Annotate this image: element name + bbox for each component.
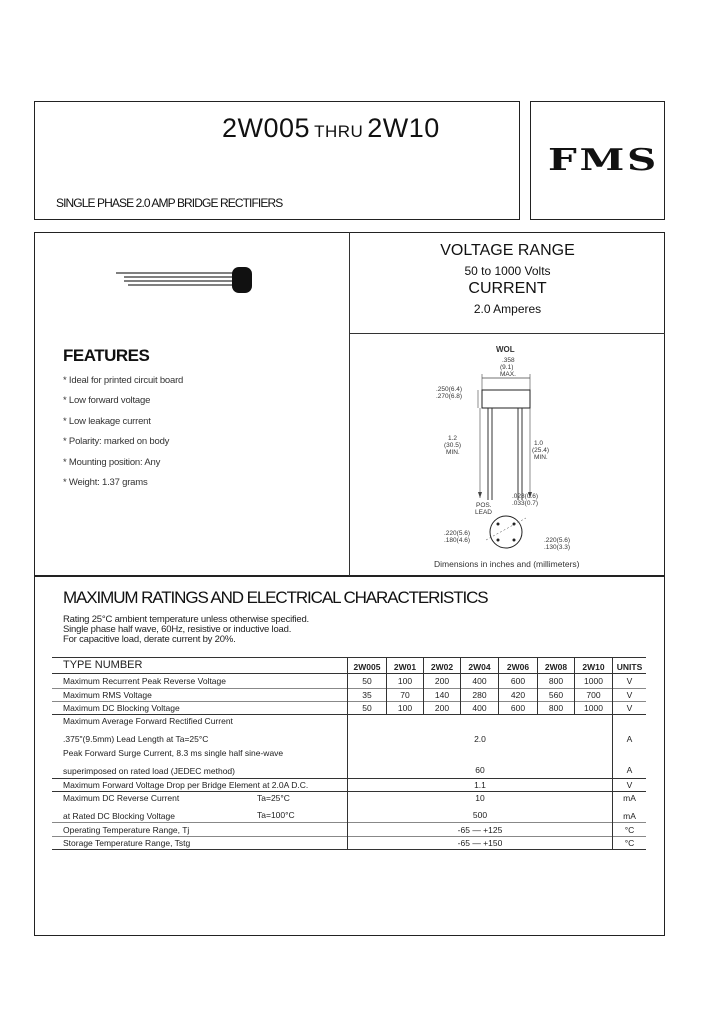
table-rule <box>52 778 646 779</box>
package-diagram <box>420 340 620 580</box>
row-unit: V <box>626 676 633 686</box>
row-value: 100 <box>397 703 413 713</box>
row-label: Maximum Recurrent Peak Reverse Voltage <box>63 676 226 686</box>
row-value: 50 <box>362 703 372 713</box>
reverse-current-label: Maximum DC Reverse Current <box>63 793 180 803</box>
table-rule <box>52 836 646 837</box>
reverse-current-unit: mA <box>623 793 636 803</box>
part-from: 2W005 <box>222 113 311 143</box>
dim-top-width: .358 <box>502 357 515 364</box>
avg-current-unit: A <box>626 734 633 744</box>
surge-label: Peak Forward Surge Current, 8.3 ms single half sine-wave <box>63 748 284 758</box>
surge-value: 60 <box>475 765 485 775</box>
row-value: 140 <box>434 690 450 700</box>
col-header: 2W005 <box>353 662 381 672</box>
col-header: 2W08 <box>544 662 568 672</box>
ratings-summary <box>350 242 665 316</box>
dim-lead-left-3: MIN. <box>446 449 460 456</box>
rating-note: Rating 25°C ambient temperature unless otherwise specified. <box>63 614 309 625</box>
row-value: 400 <box>472 703 487 713</box>
dimensions-caption: Dimensions in inches and (millimeters) <box>434 559 580 569</box>
component-illustration <box>110 262 260 302</box>
col-header: 2W04 <box>468 662 491 672</box>
table-rule <box>52 701 646 702</box>
forward-voltage-value: 1.1 <box>474 780 486 790</box>
row-label: Maximum RMS Voltage <box>63 690 152 700</box>
type-number-header: TYPE NUMBER <box>63 659 143 671</box>
row-value: 560 <box>548 690 564 700</box>
stg-temp-unit: °C <box>624 838 635 848</box>
dim-top-max: MAX. <box>500 371 516 378</box>
dim-pos-lead-2: LEAD <box>475 509 492 516</box>
row-value: 280 <box>472 690 487 700</box>
units-header: UNITS <box>616 662 643 672</box>
row-value: 800 <box>548 676 564 686</box>
row-value: 600 <box>510 676 526 686</box>
row-value: 200 <box>434 676 450 686</box>
dim-body-height-2: .270(6.8) <box>436 393 463 400</box>
reverse-current-unit-2: mA <box>623 811 636 821</box>
dim-lead-left-1: 1.2 <box>448 435 458 442</box>
feature-item: * Low forward voltage <box>63 395 151 406</box>
current-label: CURRENT <box>468 280 547 297</box>
feature-item: * Low leakage current <box>63 416 151 427</box>
row-value: 420 <box>510 690 526 700</box>
feature-item: * Mounting position: Any <box>63 457 161 468</box>
row-value: 70 <box>400 690 410 700</box>
table-rule <box>52 657 646 658</box>
feature-item: * Polarity: marked on body <box>63 436 170 447</box>
row-unit: V <box>626 703 633 713</box>
part-range-title <box>222 113 440 144</box>
dim-base-left-1: .220(5.6) <box>444 530 471 537</box>
features-heading: FEATURES <box>63 346 150 365</box>
row-value: 1000 <box>584 676 603 686</box>
reverse-current-value-2: 500 <box>472 810 488 820</box>
stg-temp-value: -65 — +150 <box>457 838 503 848</box>
row-value: 800 <box>548 703 564 713</box>
reverse-current-cond: Ta=25°C <box>257 793 290 803</box>
row-value: 200 <box>434 703 450 713</box>
row-value: 35 <box>362 690 372 700</box>
row-unit: V <box>626 690 633 700</box>
op-temp-unit: °C <box>624 825 635 835</box>
reverse-current-label-2: at Rated DC Blocking Voltage <box>63 811 175 821</box>
voltage-range-label: VOLTAGE RANGE <box>440 242 575 259</box>
feature-item: * Ideal for printed circuit board <box>63 375 184 386</box>
dim-lead-right-2: (25.4) <box>532 447 549 454</box>
dim-base-left-2: .180(4.6) <box>444 537 471 544</box>
row-value: 700 <box>586 690 601 700</box>
row-label: Maximum DC Blocking Voltage <box>63 703 180 713</box>
fms-logo: FMS <box>548 143 659 178</box>
row-value: 400 <box>472 676 487 686</box>
table-rule <box>52 714 646 715</box>
product-subtitle: SINGLE PHASE 2.0 AMP BRIDGE RECTIFIERS <box>56 196 283 210</box>
ratings-divider <box>349 333 665 334</box>
col-header: 2W01 <box>393 662 417 672</box>
op-temp-value: -65 — +125 <box>457 825 503 835</box>
row-value: 100 <box>397 676 413 686</box>
table-rule <box>52 673 646 674</box>
dim-lead-dia-2: .033(0.7) <box>512 500 539 507</box>
col-header: 2W02 <box>430 662 454 672</box>
reverse-current-value: 10 <box>475 793 485 803</box>
col-header: 2W06 <box>506 662 530 672</box>
dim-lead-dia-1: .028(0.6) <box>512 493 539 500</box>
feature-item: * Weight: 1.37 grams <box>63 477 148 488</box>
row-value: 600 <box>510 703 526 713</box>
forward-voltage-label: Maximum Forward Voltage Drop per Bridge Element at 2.0A D.C. <box>63 780 309 790</box>
dim-lead-left-2: (30.5) <box>444 442 461 449</box>
rating-note: For capacitive load, derate current by 20%. <box>63 634 236 645</box>
row-value: 50 <box>362 676 372 686</box>
reverse-current-cond-2: Ta=100°C <box>257 810 295 820</box>
thru-word: THRU <box>314 122 364 141</box>
dim-base-right-1: .220(5.6) <box>544 537 571 544</box>
avg-current-label: Maximum Average Forward Rectified Current <box>63 716 233 726</box>
op-temp-label: Operating Temperature Range, Tj <box>63 825 190 835</box>
table-rule <box>52 822 646 823</box>
rating-note: Single phase half wave, 60Hz, resistive or inductive load. <box>63 624 292 635</box>
current-value: 2.0 Amperes <box>473 302 542 316</box>
surge-unit: A <box>626 765 633 775</box>
surge-label-2: superimposed on rated load (JEDEC method) <box>63 766 235 776</box>
dim-base-right-2: .130(3.3) <box>544 544 571 551</box>
col-header: 2W10 <box>582 662 605 672</box>
dim-top-width-mm: (9.1) <box>500 364 514 371</box>
dim-lead-right-1: 1.0 <box>534 440 544 447</box>
dim-pos-lead-1: POS. <box>476 502 492 509</box>
forward-voltage-unit: V <box>626 780 633 790</box>
stg-temp-label: Storage Temperature Range, Tstg <box>63 838 191 848</box>
dim-lead-right-3: MIN. <box>534 454 548 461</box>
dim-body-height-1: .250(6.4) <box>436 386 463 393</box>
row-value: 1000 <box>584 703 603 713</box>
table-rule <box>52 688 646 689</box>
avg-current-value: 2.0 <box>474 734 486 744</box>
avg-current-label-2: .375"(9.5mm) Lead Length at Ta=25°C <box>63 734 209 744</box>
part-to: 2W10 <box>367 113 440 143</box>
table-rule <box>52 791 646 792</box>
table-rule <box>52 849 646 850</box>
characteristics-heading: MAXIMUM RATINGS AND ELECTRICAL CHARACTERISTICS <box>63 588 488 607</box>
voltage-range-value: 50 to 1000 Volts <box>464 264 551 278</box>
package-name: WOL <box>496 345 515 354</box>
